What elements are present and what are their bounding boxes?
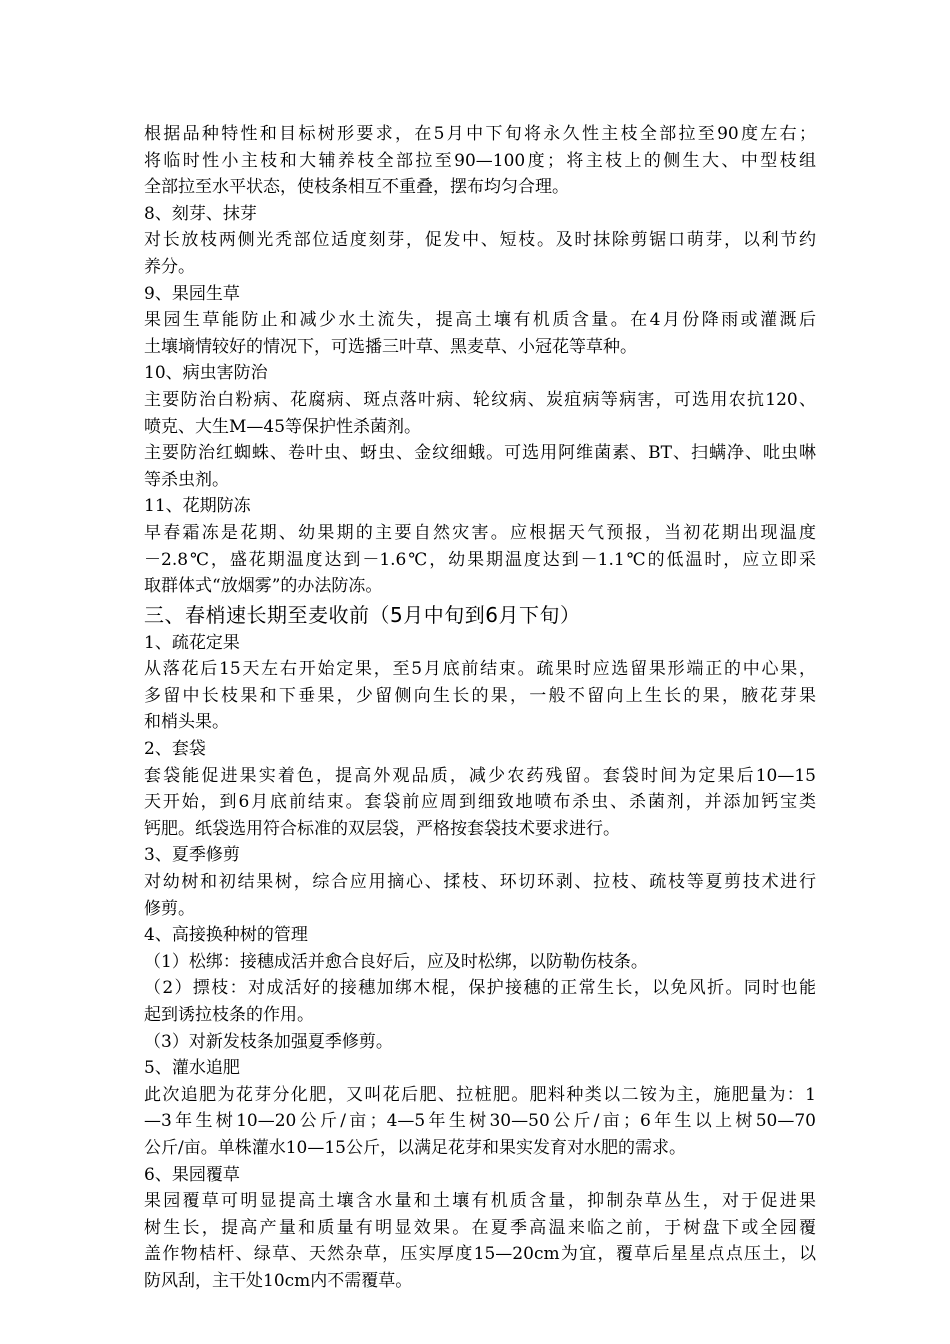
text-line: 全部拉至水平状态，使枝条相互不重叠，摆布均匀合理。 — [144, 177, 569, 198]
text-line: 5、灌水追肥 — [144, 1058, 240, 1079]
text-line: 钙肥。纸袋选用符合标准的双层袋，严格按套袋技术要求进行。 — [144, 818, 620, 839]
text-line: 从落花后15天左右开始定果，至5月底前结束。疏果时应选留果形端正的中心果， — [144, 659, 816, 680]
text-line: －2.8℃，盛花期温度达到－1.6℃，幼果期温度达到－1.1℃的低温时，应立即采 — [144, 549, 816, 570]
text-block-after-heading — [144, 630, 816, 1295]
text-line: （3）对新发枝条加强夏季修剪。 — [144, 1031, 393, 1052]
text-line: 喷克、大生M—45等保护性杀菌剂。 — [144, 416, 422, 437]
text-line: 对幼树和初结果树，综合应用摘心、揉枝、环切环剥、拉枝、疏枝等夏剪技术进行 — [144, 872, 816, 893]
text-line: 6、果园覆草 — [144, 1164, 240, 1185]
text-line: 10、病虫害防治 — [144, 363, 268, 384]
text-line: 取群体式“放烟雾”的办法防冻。 — [144, 576, 383, 597]
text-line: 将临时性小主枝和大辅养枝全部拉至90—100度；将主枝上的侧生大、中型枝组 — [144, 150, 816, 171]
text-line: 2、套袋 — [144, 739, 206, 760]
text-line: 树生长，提高产量和质量有明显效果。在夏季高温来临之前，于树盘下或全园覆 — [144, 1217, 816, 1238]
text-line: 3、夏季修剪 — [144, 845, 240, 866]
text-line: 主要防治红蜘蛛、卷叶虫、蚜虫、金纹细蛾。可选用阿维菌素、BT、扫螨净、吡虫啉 — [144, 443, 816, 464]
text-line: （2）摽枝：对成活好的接穗加绑木棍，保护接穗的正常生长，以免风折。同时也能 — [144, 978, 816, 999]
text-line: 果园生草能防止和减少水土流失，提高土壤有机质含量。在4月份降雨或灌溉后 — [144, 310, 816, 331]
text-line: 养分。 — [144, 256, 195, 277]
text-line: 天开始，到6月底前结束。套袋前应周到细致地喷布杀虫、杀菌剂，并添加钙宝类 — [144, 792, 816, 813]
text-line: 此次追肥为花芽分化肥，又叫花后肥、拉桩肥。肥料种类以二铵为主，施肥量为：1 — [144, 1084, 816, 1105]
text-line: 根据品种特性和目标树形要求，在5月中下旬将永久性主枝全部拉至90度左右； — [144, 124, 816, 144]
text-block-before-heading — [144, 121, 816, 600]
text-line: 和梢头果。 — [144, 712, 229, 733]
text-line: 公斤/亩。单株灌水10—15公斤，以满足花芽和果实发育对水肥的需求。 — [144, 1137, 686, 1158]
document-body — [144, 121, 816, 1295]
text-line: 8、刻芽、抹芽 — [144, 203, 257, 224]
text-line: 土壤墒情较好的情况下，可选播三叶草、黑麦草、小冠花等草种。 — [144, 336, 637, 357]
text-line: 等杀虫剂。 — [144, 469, 229, 490]
text-line: 果园覆草可明显提高土壤含水量和土壤有机质含量，抑制杂草丛生，对于促进果 — [144, 1191, 816, 1212]
text-line: 盖作物桔杆、绿草、天然杂草，压实厚度15—20cm为宜，覆草后星星点点压土，以 — [144, 1244, 816, 1265]
section-heading: 三、春梢速长期至麦收前（5月中旬到6月下旬） — [144, 602, 581, 627]
text-line: 早春霜冻是花期、幼果期的主要自然灾害。应根据天气预报，当初花期出现温度 — [144, 522, 816, 543]
text-line: 9、果园生草 — [144, 283, 240, 304]
text-line: 4、高接换种树的管理 — [144, 925, 308, 946]
text-line: （1）松绑：接穗成活并愈合良好后，应及时松绑，以防勒伤枝条。 — [144, 951, 648, 972]
text-line: 修剪。 — [144, 898, 195, 919]
text-line: 对长放枝两侧光秃部位适度刻芽，促发中、短枝。及时抹除剪锯口萌芽，以利节约 — [144, 230, 816, 251]
text-line: 套袋能促进果实着色，提高外观品质，减少农药残留。套袋时间为定果后10—15 — [144, 765, 816, 786]
text-line: —3年生树10—20公斤/亩；4—5年生树30—50公斤/亩；6年生以上树50—70 — [144, 1111, 816, 1132]
text-line: 起到诱拉枝条的作用。 — [144, 1005, 314, 1025]
text-line: 11、花期防冻 — [144, 496, 251, 517]
text-line: 1、疏花定果 — [144, 632, 240, 653]
text-line: 防风刮，主干处10cm内不需覆草。 — [144, 1270, 413, 1291]
text-line: 多留中长枝果和下垂果，少留侧向生长的果，一般不留向上生长的果，腋花芽果 — [144, 685, 816, 706]
text-line: 主要防治白粉病、花腐病、斑点落叶病、轮纹病、炭疽病等病害，可选用农抗120、 — [144, 389, 816, 410]
